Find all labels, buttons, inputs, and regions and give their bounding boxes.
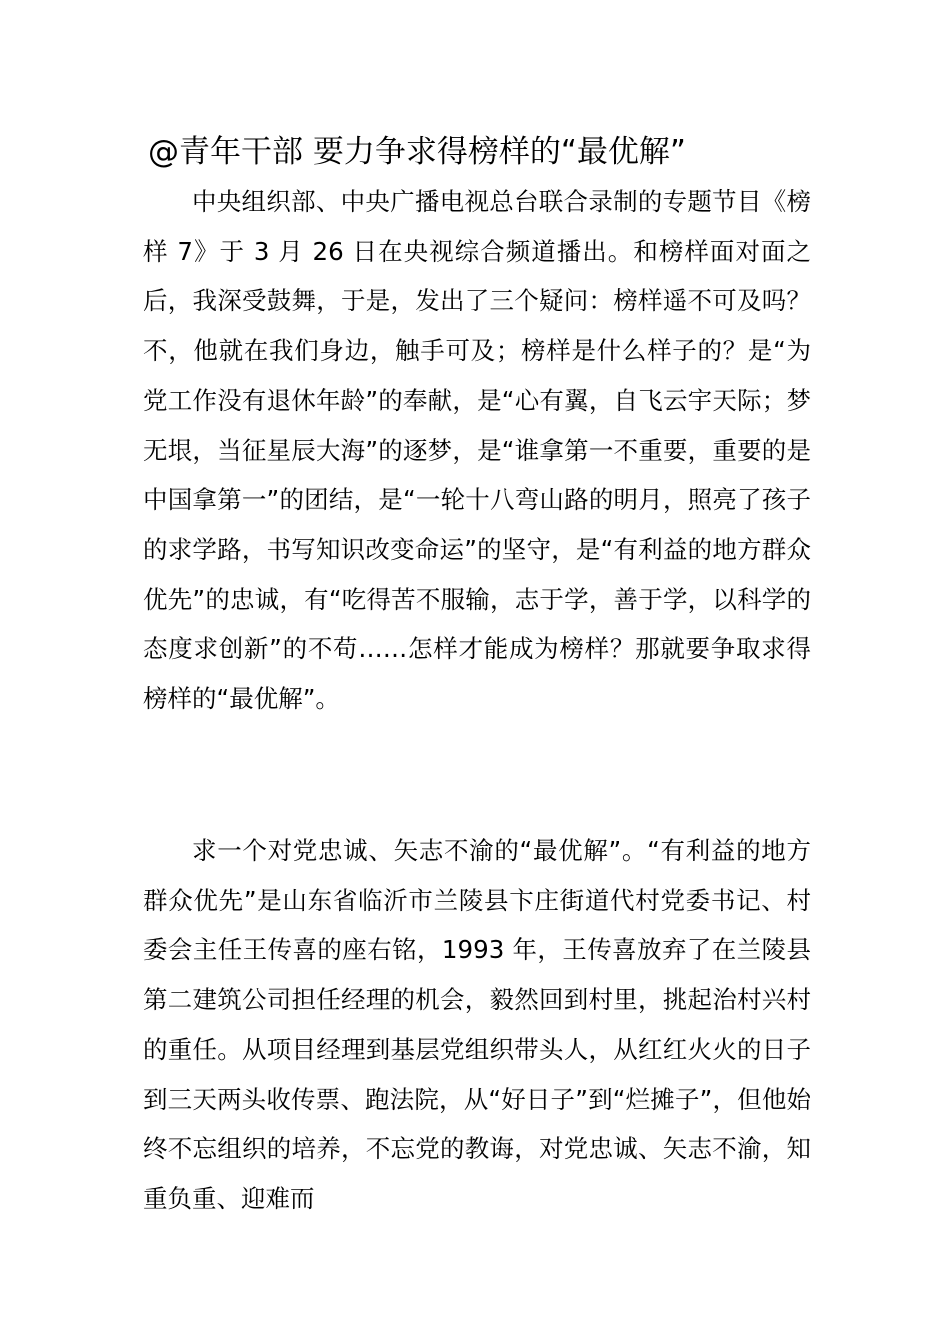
document-title: @青年干部 要力争求得榜样的“最优解”: [148, 134, 686, 170]
body-paragraph-2: 求一个对党忠诚、矢志不渝的“最优解”。“有利益的地方群众优先”是山东省临沂市兰陵县卞庄街道代村党委书记、村委会主任王传喜的座右铭，1993 年，王传喜放弃了在兰陵县第二建筑公司担任经理的机会，毅然回到村里，挑起治村兴村的重任。从项目经理到基层党组织带头人，从红红火火的日子到三天两头收传票、跑法院，从“好日子”到“烂摊子”，但他始终不忘组织的培养，不忘党的教诲，对党忠诚、矢志不渝，知重负重、迎难而: [143, 836, 811, 1213]
body-paragraph-1: 中央组织部、中央广播电视总台联合录制的专题节目《榜样 7》于 3 月 26 日在央视综合频道播出。和榜样面对面之后，我深受鼓舞，于是，发出了三个疑问：榜样遥不可及吗？不，他就在我们身边，触手可及；榜样是什么样子的？是“为党工作没有退休年龄”的奉献，是“心有翼，自飞云宇天际；梦无垠，当征星辰大海”的逐梦，是“谁拿第一不重要，重要的是中国拿第一”的团结，是“一轮十八弯山路的明月，照亮了孩子的求学路，书写知识改变命运”的坚守，是“有利益的地方群众优先”的忠诚，有“吃得苦不服输，志于学，善于学，以科学的态度求创新”的不苟……怎样才能成为榜样？那就要争取求得榜样的“最优解”。: [143, 187, 811, 714]
